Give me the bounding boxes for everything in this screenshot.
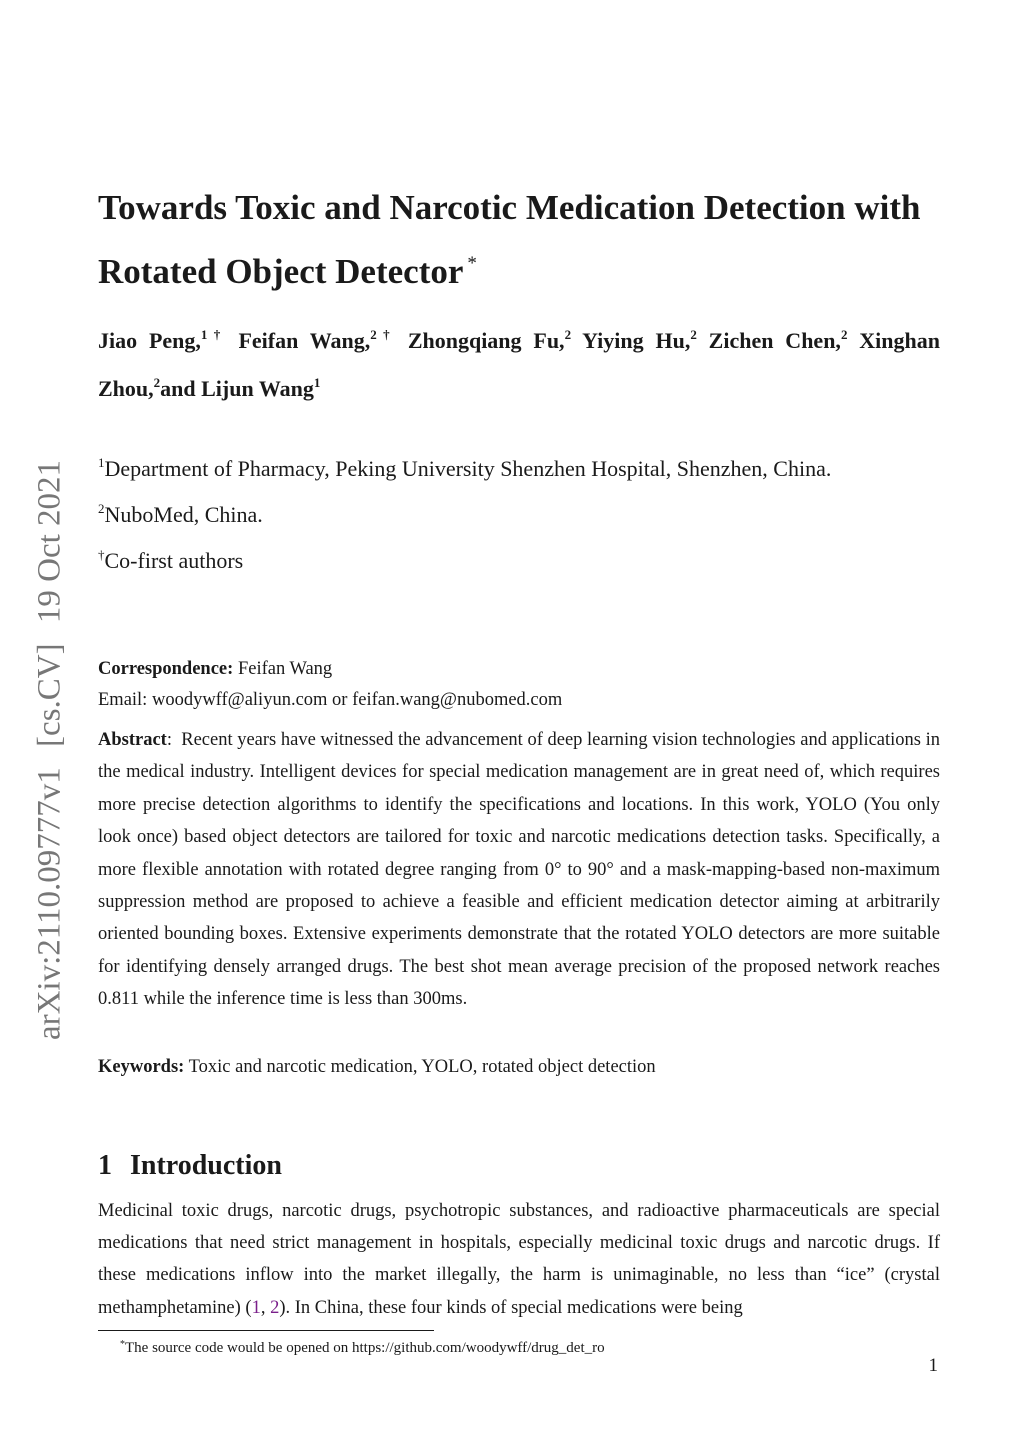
intro-paragraph (98, 1195, 940, 1324)
affiliation-3 (98, 535, 940, 581)
footnote-mark: * (120, 1339, 125, 1350)
arxiv-category: [cs.CV] (31, 643, 68, 747)
author-affil-mark: 2 (840, 327, 848, 342)
arxiv-date: 19 Oct 2021 (31, 459, 68, 624)
keywords-text: Toxic and narcotic medication, YOLO, rotated object detection (188, 1057, 656, 1077)
citation-link[interactable]: 2 (270, 1297, 280, 1318)
author: Zhongqiang Fu, (407, 328, 565, 353)
author-affil-mark: 1 (313, 375, 321, 390)
author: and Lijun Wang (160, 376, 314, 401)
section-title: Introduction (130, 1150, 282, 1181)
affiliation-text: NuboMed, China. (104, 502, 263, 527)
intro-text: Medicinal toxic drugs, narcotic drugs, psychotropic substances, and radioactive pharmaceuticals are special medications that need strict management in hospitals, especially medicinal toxic drugs and narcotic drugs. If these medications inflow into the market illegally, the harm is unimaginable, no less than “ice” (crystal methamphetamine) ( (98, 1201, 940, 1318)
email-label: Email: (98, 690, 148, 710)
author-list (98, 314, 940, 410)
arxiv-identifier (32, 454, 69, 1046)
keywords-label: Keywords: (98, 1057, 185, 1077)
author-affil-mark: 1† (200, 327, 227, 342)
email-line (98, 685, 940, 716)
page-number: 1 (928, 1355, 938, 1376)
author: Jiao Peng, (98, 328, 201, 353)
author-affil-mark: 2 (690, 327, 697, 342)
keywords (98, 1051, 940, 1083)
author: Zichen Chen, (708, 328, 841, 353)
paper-title-text: Towards Toxic and Narcotic Medication Detection with Rotated Object Detector (98, 188, 921, 291)
correspondence (98, 654, 940, 716)
affiliation-text: Department of Pharmacy, Peking University Shenzhen Hospital, Shenzhen, China. (104, 456, 832, 481)
author-affil-mark: 2 (153, 375, 161, 390)
footnote-rule (98, 1330, 434, 1331)
affiliation-1 (98, 443, 940, 489)
author: Feifan Wang, (238, 328, 371, 353)
title-footnote-mark: * (467, 253, 477, 274)
footnote (120, 1335, 940, 1358)
correspondence-name: Feifan Wang (237, 659, 333, 679)
footnote-text: The source code would be opened on https://github.com/woodywff/drug_det_ro (125, 1340, 605, 1356)
author: Xinghan Zhou, (98, 328, 940, 401)
affiliation-mark: 2 (98, 501, 105, 516)
affiliation-text: Co-first authors (104, 548, 244, 573)
affiliation-2 (98, 489, 940, 535)
correspondence-label: Correspondence: (98, 659, 234, 679)
correspondence-line (98, 654, 940, 685)
citation-link[interactable]: 1 (251, 1297, 261, 1318)
intro-text: ). In China, these four kinds of special medications were being (279, 1297, 743, 1318)
author: Yiying Hu, (582, 328, 691, 353)
abstract-text: Recent years have witnessed the advancement of deep learning vision technologies and applications in the medical industry. Intelligent devices for special medication management are in great need of, which requires more precise detection algorithms to identify the specifications and locations. In this work, YOLO (You only look once) based object detectors are tailored for toxic and narcotic medications detection tasks. Specifically, a more flexible annotation with rotated degree ranging from 0° to 90° and a mask-mapping-based non-maximum suppression method are proposed to achieve a feasible and efficient medication detector aiming at arbitrarily oriented bounding boxes. Extensive experiments demonstrate that the rotated YOLO detectors are more suitable for identifying densely arranged drugs. The best shot mean average precision of the proposed network reaches 0.811 while the inference time is less than 300ms. (98, 730, 940, 1010)
abstract-label: Abstract (98, 730, 167, 750)
affiliation-mark: 1 (98, 455, 105, 470)
paper-title (98, 180, 958, 300)
section-heading (98, 1148, 282, 1184)
citation-separator: , (260, 1297, 271, 1318)
affiliation-mark: † (98, 547, 105, 562)
author-affil-mark: 2 (564, 327, 572, 342)
section-number: 1 (98, 1150, 112, 1181)
email-addresses[interactable]: woodywff@aliyun.com or feifan.wang@nubomed.com (151, 690, 563, 710)
author-affil-mark: 2† (370, 327, 396, 342)
arxiv-id: arXiv:2110.09777v1 (31, 767, 68, 1041)
abstract: Abstract: Recent years have witnessed the advancement of deep learning vision technologies and applications in the medical industry. Intelligent devices for special medication management are in great need of, which requires more precise detection algorithms to identify the specifications and locations. In this work, YOLO (You only look once) based object detectors are tailored for toxic and narcotic medications detection tasks. Specifically, a more flexible annotation with rotated degree ranging from 0° to 90° and a mask-mapping-based non-maximum suppression method are proposed to achieve a feasible and efficient medication detector aiming at arbitrarily oriented bounding boxes. Extensive experiments demonstrate that the rotated YOLO detectors are more suitable for identifying densely arranged drugs. The best shot mean average precision of the proposed network reaches 0.811 while the inference time is less than 300ms. (98, 730, 940, 1010)
affiliations (98, 443, 940, 581)
